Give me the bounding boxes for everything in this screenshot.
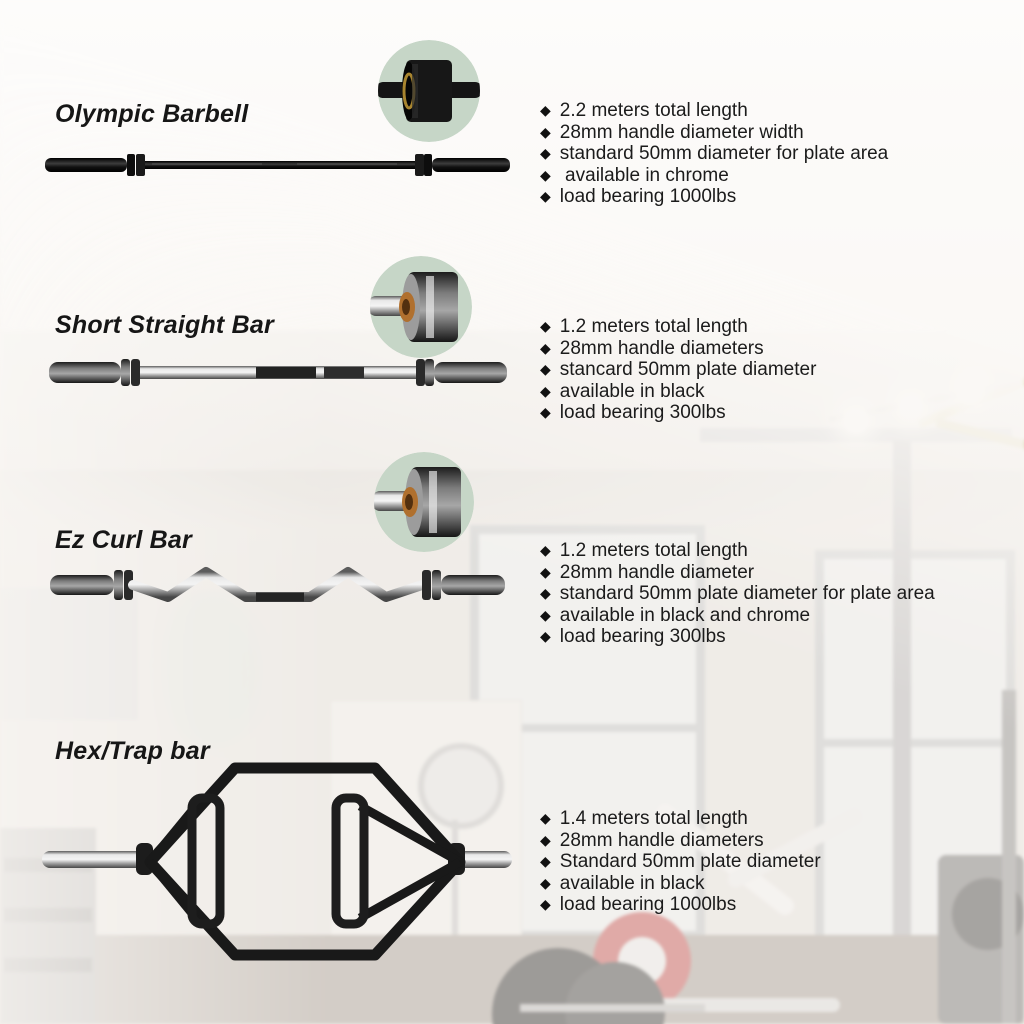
diamond-bullet-icon: ◆ [540,606,551,623]
spec-list [540,540,935,648]
spec-item [540,540,935,562]
diamond-bullet-icon: ◆ [540,853,551,870]
product-title: Olympic Barbell [55,100,249,128]
spec-item [540,143,888,165]
spec-item [540,562,935,584]
short-straight-bar-image [46,352,510,396]
spec-item [540,100,888,122]
diamond-bullet-icon: ◆ [540,188,551,205]
spec-text: available in black and chrome [559,604,811,626]
diamond-bullet-icon: ◆ [540,166,551,183]
spec-list [540,808,821,916]
spec-text: available in black [559,380,705,402]
diamond-bullet-icon: ◆ [540,404,551,421]
diamond-bullet-icon: ◆ [540,102,551,118]
hex-trap-bar-image [42,750,514,974]
chrome-sleeve-closeup-image [370,256,472,358]
diamond-bullet-icon: ◆ [540,628,551,645]
product-title: Hex/Trap bar [55,737,210,765]
spec-text: 28mm handle diameter [559,561,755,583]
spec-item [540,381,816,403]
spec-item [540,186,888,208]
product-title: Ez Curl Bar [55,526,192,554]
diamond-bullet-icon: ◆ [540,585,551,602]
spec-item [540,808,821,830]
spec-text: standard 50mm plate diameter for plate area [559,583,935,605]
diamond-bullet-icon: ◆ [540,542,551,558]
diamond-bullet-icon: ◆ [540,874,551,891]
spec-item [540,122,888,144]
spec-text: Standard 50mm plate diameter [559,851,821,873]
spec-text: 28mm handle diameters [559,829,764,851]
black-sleeve-closeup-image [378,40,480,142]
spec-text: load bearing 1000lbs [559,186,737,208]
ez-curl-bar-image [46,556,510,616]
diamond-bullet-icon: ◆ [540,145,551,162]
spec-item [540,165,888,187]
spec-item [540,894,821,916]
spec-text: 2.2 meters total length [559,100,748,121]
spec-text: load bearing 300lbs [559,626,726,648]
spec-item [540,402,816,424]
spec-item [540,583,935,605]
spec-item [540,359,816,381]
spec-text: standard 50mm diameter for plate area [559,143,889,165]
spec-text: available in chrome [559,164,729,186]
spec-text: 1.2 meters total length [559,540,748,561]
spec-item [540,626,935,648]
product-title: Short Straight Bar [55,311,274,339]
spec-text: 1.4 meters total length [559,808,748,829]
diamond-bullet-icon: ◆ [540,382,551,399]
diamond-bullet-icon: ◆ [540,896,551,913]
spec-text: available in black [559,872,705,894]
spec-item [540,605,935,627]
diamond-bullet-icon: ◆ [540,810,551,826]
diamond-bullet-icon: ◆ [540,318,551,334]
spec-item [540,316,816,338]
spec-list [540,100,888,208]
spec-text: 28mm handle diameter width [559,121,804,143]
olympic-barbell-image [42,150,512,180]
spec-item [540,851,821,873]
spec-text: stancard 50mm plate diameter [559,359,817,381]
diamond-bullet-icon: ◆ [540,361,551,378]
diamond-bullet-icon: ◆ [540,123,551,140]
chrome-sleeve-closeup-image [374,452,474,552]
diamond-bullet-icon: ◆ [540,831,551,848]
spec-list [540,316,816,424]
spec-text: load bearing 300lbs [559,402,726,424]
spec-text: 28mm handle diameters [559,337,764,359]
spec-item [540,338,816,360]
spec-item [540,830,821,852]
spec-item [540,873,821,895]
diamond-bullet-icon: ◆ [540,563,551,580]
spec-text: 1.2 meters total length [559,316,748,337]
spec-text: load bearing 1000lbs [559,894,737,916]
diamond-bullet-icon: ◆ [540,339,551,356]
